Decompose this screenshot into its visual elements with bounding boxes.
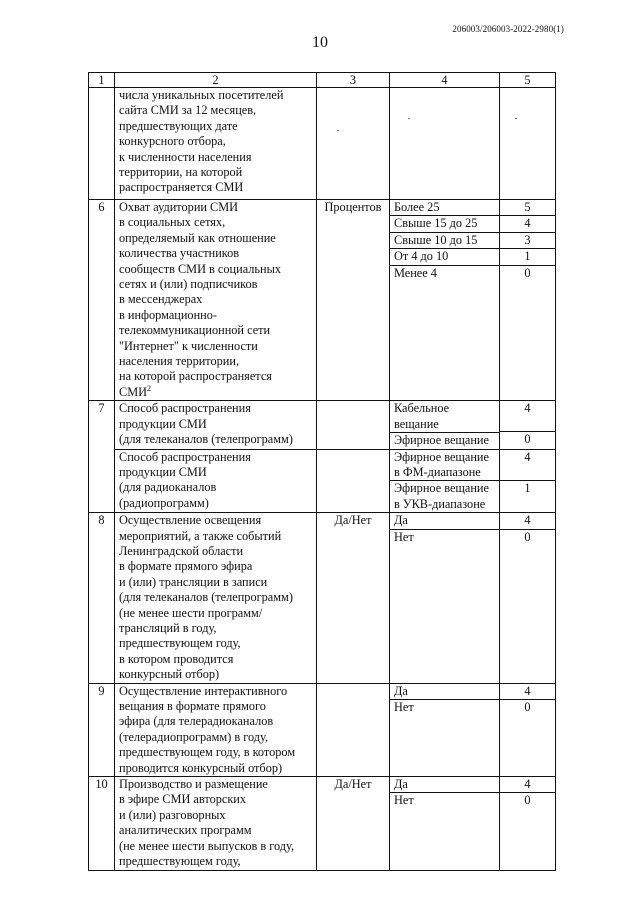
score-item: 4 — [500, 777, 555, 793]
options-cell — [390, 200, 500, 401]
option-item: Менее 4 — [394, 265, 437, 280]
option-item: Эфирное вещание в УКВ-диапазоне — [394, 481, 489, 511]
unit-cell — [317, 777, 390, 871]
table-row — [89, 777, 556, 871]
option-item: Более 25 — [390, 200, 499, 216]
scores-cell — [500, 88, 556, 200]
scan-speck — [337, 130, 339, 131]
option-item: Нет — [394, 700, 414, 714]
score-item: 1 — [500, 249, 555, 265]
row-number: 7 — [89, 401, 115, 513]
criterion-cell — [115, 449, 317, 513]
table-row — [89, 449, 556, 513]
option-item: Да — [390, 684, 499, 700]
score-item: 4 — [500, 216, 555, 232]
scores-cell — [500, 449, 556, 513]
page-number: 10 — [312, 34, 328, 51]
table-row — [89, 401, 556, 449]
unit-cell — [317, 401, 390, 449]
score-item: 3 — [500, 233, 555, 249]
table-row — [89, 513, 556, 683]
option-item: От 4 до 10 — [390, 249, 499, 265]
option-item: Да — [390, 777, 499, 793]
col-header-5: 5 — [500, 73, 556, 88]
option-item: Кабельное вещание — [390, 401, 499, 433]
option-item: Свыше 15 до 25 — [390, 216, 499, 232]
unit-text: Процентов — [324, 200, 382, 214]
option-item: Эфирное вещание в ФМ-диапазоне — [390, 450, 499, 482]
row-number: 9 — [89, 683, 115, 776]
criterion-cell — [115, 513, 317, 683]
scores-cell — [500, 200, 556, 401]
score-item: 0 — [524, 432, 531, 447]
criterion-text: числа уникальных посетителей сайта СМИ за 12 месяцев, предшествующих дате конкурсного отбора, к численности населения территории, на которой распространяется СМИ — [119, 88, 284, 195]
document-id: 206003/206003-2022-2980(1) — [452, 24, 564, 34]
table-row — [89, 200, 556, 401]
score-item: 4 — [500, 684, 555, 700]
scores-cell — [500, 683, 556, 776]
options-cell — [390, 88, 500, 200]
score-item: 5 — [500, 200, 555, 216]
unit-cell — [317, 513, 390, 683]
criterion-text: Способ распространения продукции СМИ (для телеканалов (телепрограмм) — [119, 401, 293, 447]
score-item: 4 — [500, 513, 555, 529]
score-item: 0 — [524, 793, 531, 808]
unit-text: Да/Нет — [334, 777, 372, 792]
scores-cell — [500, 777, 556, 871]
row-number: 6 — [89, 200, 115, 401]
options-cell — [390, 777, 500, 871]
option-item: Нет — [394, 793, 414, 808]
options-cell — [390, 513, 500, 683]
row-number: 10 — [89, 777, 115, 871]
unit-cell — [317, 200, 390, 401]
options-cell — [390, 449, 500, 513]
col-header-3: 3 — [317, 73, 390, 88]
criterion-text: Способ распространения продукции СМИ (для радиоканалов (радиопрограмм) — [119, 449, 251, 510]
options-cell — [390, 401, 500, 449]
scan-speck — [515, 118, 517, 119]
unit-text: Да/Нет — [334, 513, 372, 528]
options-cell — [390, 683, 500, 776]
scores-cell — [500, 513, 556, 683]
col-header-4: 4 — [390, 73, 500, 88]
criterion-cell — [115, 200, 317, 401]
scan-speck — [408, 118, 410, 119]
footnote-marker: 2 — [147, 383, 152, 393]
table-row — [89, 88, 556, 200]
table-header-row — [89, 73, 556, 88]
row-number: 8 — [89, 513, 115, 683]
criterion-cell — [115, 401, 317, 449]
unit-cell — [317, 449, 390, 513]
criterion-text: Осуществление освещения мероприятий, а также событий Ленинградской области в формате прямого эфира и (или) трансляции в записи (для телеканалов (телепрограмм) (не менее шести программ/ трансляций в году, предшествующем году, в котором проводится конкурсный отбор) — [119, 513, 293, 682]
score-item: 4 — [500, 401, 555, 432]
criterion-cell — [115, 777, 317, 871]
table-row — [89, 683, 556, 776]
option-item: Да — [390, 513, 499, 529]
option-item: Свыше 10 до 15 — [390, 233, 499, 249]
criteria-table — [88, 72, 556, 871]
criterion-text: Осуществление интерактивного вещания в формате прямого эфира (для телерадиоканалов (телерадиопрограмм) в году, предшествующем году, в котором проводится конкурсный отбор) — [119, 683, 296, 775]
unit-cell — [317, 683, 390, 776]
unit-cell — [317, 88, 390, 200]
criterion-text: Охват аудитории СМИ в социальных сетях, определяемый как отношение количества участников сообществ СМИ в социальных сетях и (или) подписчиков в мессенджерах в информационно- телекоммуникационной сети "Интернет" к численности населения территории, на которой распространяется СМИ — [119, 200, 281, 399]
option-item: Эфирное вещание — [394, 433, 489, 448]
scores-cell — [500, 401, 556, 449]
score-item: 0 — [524, 265, 531, 280]
criterion-cell — [115, 683, 317, 776]
col-header-1: 1 — [89, 73, 115, 88]
criterion-cell — [115, 88, 317, 200]
score-item: 0 — [524, 700, 531, 714]
score-item: 1 — [524, 480, 531, 495]
criterion-text: Производство и размещение в эфире СМИ авторских и (или) разговорных аналитических программ (не менее шести выпусков в году, предшествующем году, — [119, 777, 295, 869]
row-number — [89, 88, 115, 200]
score-item: 0 — [524, 529, 531, 544]
col-header-2: 2 — [115, 73, 317, 88]
option-item: Нет — [394, 529, 414, 544]
score-item: 4 — [500, 450, 555, 481]
